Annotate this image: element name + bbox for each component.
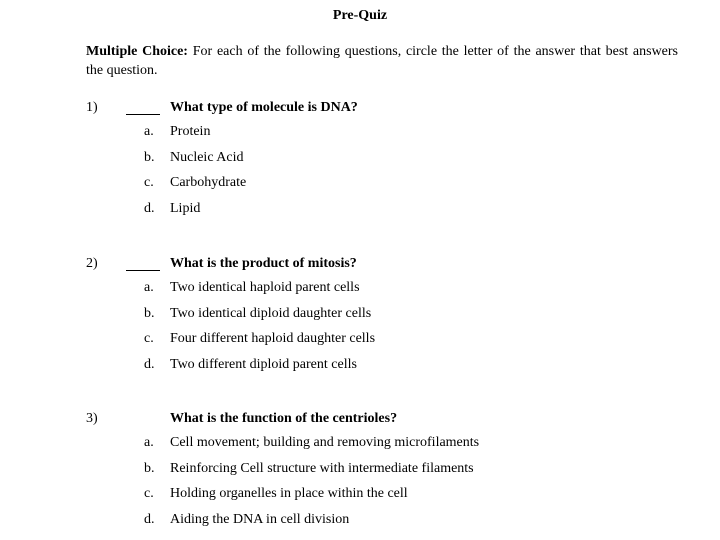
choice-text: Four different haploid daughter cells (170, 331, 376, 347)
question-2-number: 2) (86, 256, 98, 271)
question-3-header (86, 411, 686, 431)
choice-text: Two identical diploid daughter cells (170, 305, 372, 321)
page-title: Pre-Quiz (332, 8, 388, 23)
choice-text: Two identical haploid parent cells (170, 280, 360, 295)
choice-text: Two different diploid parent cells (170, 357, 357, 373)
question-3-number: 3) (86, 411, 98, 426)
choice-text: Protein (170, 124, 211, 139)
question-2-answer-blank[interactable] (126, 256, 160, 271)
choice-letter: d. (144, 357, 155, 373)
question-1-choice-a[interactable] (86, 124, 606, 150)
question-1-answer-blank[interactable] (126, 100, 160, 115)
choice-letter: a. (144, 435, 154, 450)
question-2-choice-a[interactable] (86, 280, 606, 306)
choice-letter: a. (144, 280, 154, 295)
choice-letter: b. (144, 460, 155, 476)
choice-letter: c. (144, 331, 154, 347)
choice-text: Cell movement; building and removing microfilaments (170, 435, 480, 450)
instructions-text: For each of the following questions, circle the letter of the answer that best answers the question. (86, 44, 679, 78)
choice-letter: c. (144, 486, 154, 502)
question-3-choices (86, 435, 606, 538)
question-1 (86, 100, 686, 217)
instructions (86, 42, 678, 80)
choice-text: Carbohydrate (170, 175, 247, 191)
choice-text: Holding organelles in place within the cell (170, 486, 408, 502)
choice-letter: c. (144, 175, 154, 191)
question-3 (86, 411, 686, 528)
question-1-choice-d[interactable] (86, 201, 606, 227)
question-2-choice-d[interactable] (86, 357, 606, 383)
question-2-choices (86, 280, 606, 383)
question-1-header (86, 100, 686, 120)
question-2 (86, 256, 686, 373)
question-3-choice-c[interactable] (86, 486, 606, 512)
question-1-choices (86, 124, 606, 227)
question-2-choice-c[interactable] (86, 331, 606, 357)
choice-text: Nucleic Acid (170, 149, 244, 165)
question-2-text: What is the product of mitosis? (170, 256, 357, 271)
question-3-choice-d[interactable] (86, 512, 606, 538)
choice-letter: a. (144, 124, 154, 139)
choice-text: Reinforcing Cell structure with intermediate filaments (170, 460, 474, 476)
instructions-lead: Multiple Choice: (86, 44, 188, 59)
question-3-choice-b[interactable] (86, 461, 606, 487)
question-2-choice-b[interactable] (86, 306, 606, 332)
question-3-choice-a[interactable] (86, 435, 606, 461)
question-1-number: 1) (86, 100, 98, 115)
choice-text: Aiding the DNA in cell division (170, 512, 350, 528)
choice-letter: b. (144, 149, 155, 165)
question-2-header (86, 256, 686, 276)
choice-letter: b. (144, 305, 155, 321)
question-3-text: What is the function of the centrioles? (170, 411, 398, 426)
question-1-text: What type of molecule is DNA? (170, 100, 358, 115)
choice-letter: d. (144, 201, 155, 217)
question-1-choice-b[interactable] (86, 150, 606, 176)
question-1-choice-c[interactable] (86, 175, 606, 201)
choice-text: Lipid (170, 201, 201, 217)
choice-letter: d. (144, 512, 155, 528)
